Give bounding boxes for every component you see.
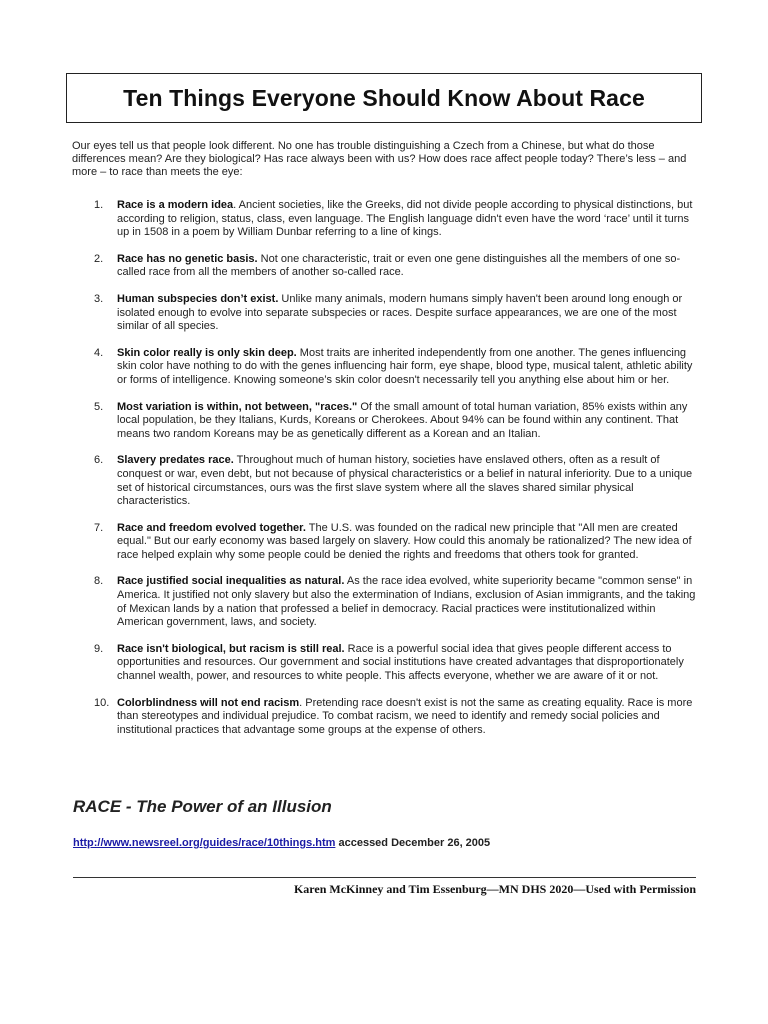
item-text: Race is a powerful social idea that gives people different access to opportunities and resources. Our government and social institutions have created advantages that disproportionately channel wealth, power, and resources to white people. This affects everyone, whether we are aware of it or not. <box>117 642 684 683</box>
list-item <box>72 522 698 563</box>
page-title: Ten Things Everyone Should Know About Race <box>123 84 645 111</box>
item-text: Not one characteristic, trait or even one gene distinguishes all the members of one so-called race from all the members of another so-called race. <box>117 252 681 279</box>
item-lead: Most variation is within, not between, "races." <box>117 400 358 413</box>
item-number: 3. <box>94 292 104 305</box>
item-text: Of the small amount of total human variation, 85% exists within any local population, be they Italians, Kurds, Koreans or Cherokees. About 94% can be found within any continent. That means two random Koreans may be as genetically different as a Korean and an Italian. <box>117 400 688 440</box>
list-item <box>72 643 698 684</box>
title-box <box>66 73 702 123</box>
program-subtitle: RACE - The Power of an Illusion <box>73 797 332 816</box>
item-text: . Pretending race doesn't exist is not the same as creating equality. Race is more than stereotypes and individual prejudice. To combat racism, we need to identify and remedy social policies and institutional practices that advantage some groups at the expense of others. <box>117 696 693 736</box>
item-lead: Colorblindness will not end racism <box>117 696 300 709</box>
accessed-date: accessed December 26, 2005 <box>335 837 491 849</box>
item-lead: Race is a modern idea <box>117 199 234 211</box>
item-text: . Ancient societies, like the Greeks, did not divide people according to physical distinctions, but according to religion, status, class, even language. The English language didn't even have the word ‘race’ until it turns up in 1508 in a poem by William Dunbar referring to a line of kings. <box>117 199 693 239</box>
list-item <box>72 347 698 388</box>
source-citation <box>73 837 490 849</box>
list-item <box>72 199 698 240</box>
list-item <box>72 697 698 738</box>
item-number: 8. <box>94 575 104 588</box>
item-text: Throughout much of human history, societies have enslaved others, often as a result of conquest or war, even debt, but not because of physical characteristics or a belief in natural inferiority. Due to a unique set of historical circumstances, ours was the first slave system where all the slaves shared similar physical characteristics. <box>117 454 693 508</box>
item-text: Unlike many animals, modern humans simply haven't been around long enough or isolated enough to evolve into separate subspecies or races. Despite surface appearances, we are one of the most similar of all species. <box>117 292 683 333</box>
item-lead: Human subspecies don’t exist. <box>117 292 279 305</box>
item-lead: Race justified social inequalities as natural. <box>117 575 345 588</box>
item-number: 1. <box>94 199 104 211</box>
item-number: 5. <box>94 400 104 413</box>
list-item <box>72 253 698 280</box>
credit-line: Karen McKinney and Tim Essenburg—MN DHS 2020—Used with Permission <box>293 882 696 896</box>
ten-things-list <box>72 199 698 737</box>
item-number: 9. <box>94 642 104 655</box>
item-text: The U.S. was founded on the radical new principle that "All men are created equal." But our early economy was based largely on slavery. How could this anomaly be rationalized? The new idea of race helped explain why some people could be denied the rights and freedoms that others took for granted. <box>117 521 692 561</box>
item-lead: Race has no genetic basis. <box>117 252 258 265</box>
list-item <box>72 454 698 508</box>
item-number: 6. <box>94 454 104 467</box>
source-link[interactable]: http://www.newsreel.org/guides/race/10things.htm <box>73 837 336 849</box>
item-number: 10. <box>94 696 110 709</box>
item-number: 7. <box>94 521 104 534</box>
list-item <box>72 575 698 629</box>
item-lead: Slavery predates race. <box>117 454 234 467</box>
item-number: 4. <box>94 346 104 359</box>
item-text: Most traits are inherited independently from one another. The genes influencing skin color have nothing to do with the genes influencing hair form, eye shape, blood type, musical talent, athletic ability or forms of intelligence. Knowing someone’s skin color doesn't necessarily tell you anything else about him or her. <box>117 346 693 386</box>
intro-paragraph: Our eyes tell us that people look different. No one has trouble distinguishing a Czech from a Chinese, but what do those differences mean? Are they biological? Has race always been with us? How does race affect people today? There’s less – and more – to race than meets the eye: <box>72 140 687 178</box>
item-lead: Skin color really is only skin deep. <box>117 346 297 359</box>
footer-divider <box>73 877 696 878</box>
item-number: 2. <box>94 252 104 265</box>
item-lead: Race isn't biological, but racism is still real. <box>117 642 345 655</box>
list-item <box>72 293 698 334</box>
list-item <box>72 401 698 442</box>
item-lead: Race and freedom evolved together. <box>117 521 306 534</box>
item-text: As the race idea evolved, white superiority became "common sense" in America. It justified not only slavery but also the extermination of Indians, exclusion of Asian immigrants, and the taking of Mexican lands by a nation that professed a belief in democracy. Racial practices were institutionalized within American government, laws, and society. <box>117 575 696 629</box>
